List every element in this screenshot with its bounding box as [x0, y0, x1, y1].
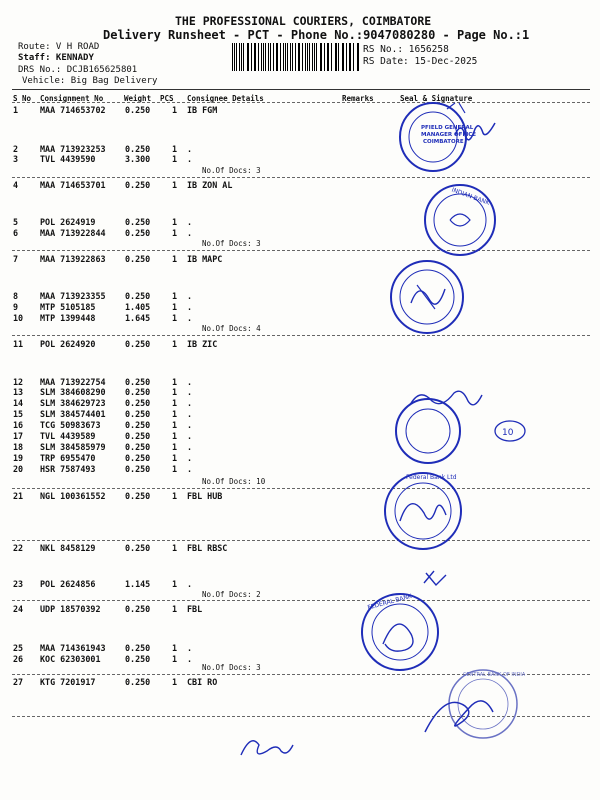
- stamp-ring-text: CENTRAL BANK OF INDIA: [463, 672, 525, 678]
- serial-number: 27: [13, 677, 24, 687]
- consignee-details: .: [187, 154, 193, 164]
- consignment-number: MAA 713923253: [40, 144, 106, 154]
- pcs-value: 1: [172, 339, 178, 349]
- serial-number: 7: [13, 254, 19, 264]
- table-row: [0, 180, 600, 190]
- serial-number: 11: [13, 339, 24, 349]
- consignment-number: MAA 713922863: [40, 254, 106, 264]
- consignee-details: .: [187, 579, 193, 589]
- stamp-ring-text: Federal Bank Ltd: [406, 474, 457, 481]
- pcs-value: 1: [172, 654, 178, 664]
- consignment-number: NGL 100361552: [40, 491, 106, 501]
- serial-number: 2: [13, 144, 19, 154]
- consignee-details: .: [187, 431, 193, 441]
- pcs-value: 1: [172, 579, 178, 589]
- barcode-bar: [261, 43, 262, 71]
- seal-stamp-indian-bank-zic: [390, 385, 540, 475]
- barcode-bar: [270, 43, 271, 71]
- seal-stamp-federal-bank: [378, 465, 478, 555]
- weight-value: 0.250: [125, 105, 151, 115]
- weight-value: 0.250: [125, 144, 151, 154]
- weight-value: 0.250: [125, 180, 151, 190]
- signature-scribble: [235, 725, 315, 765]
- document-title: THE PROFESSIONAL COURIERS, COIMBATORE: [175, 14, 432, 28]
- col-remarks: Remarks: [342, 94, 374, 103]
- consignee-details: IB ZIC: [187, 339, 218, 349]
- weight-value: 0.250: [125, 604, 151, 614]
- weight-value: 1.405: [125, 302, 151, 312]
- table-row: [0, 302, 600, 312]
- barcode-bar: [285, 43, 286, 71]
- consignee-details: .: [187, 228, 193, 238]
- pcs-value: 1: [172, 453, 178, 463]
- weight-value: 3.300: [125, 154, 151, 164]
- weight-value: 1.645: [125, 313, 151, 323]
- pcs-value: 1: [172, 409, 178, 419]
- consignee-details: .: [187, 398, 193, 408]
- weight-value: 0.250: [125, 453, 151, 463]
- pcs-value: 1: [172, 302, 178, 312]
- table-row: [0, 604, 600, 614]
- consignee-details: .: [187, 302, 193, 312]
- weight-value: 0.250: [125, 217, 151, 227]
- stamp-text: MANAGER OFFICE: [421, 132, 477, 138]
- consignee-details: .: [187, 217, 193, 227]
- table-row: [0, 339, 600, 349]
- table-row: [0, 291, 600, 301]
- consignee-details: FBL: [187, 604, 203, 614]
- serial-number: 14: [13, 398, 24, 408]
- pcs-value: 1: [172, 464, 178, 474]
- serial-number: 3: [13, 154, 19, 164]
- seal-stamp-indian-bank-fgm: [385, 95, 505, 185]
- serial-number: 19: [13, 453, 24, 463]
- consignment-number: TVL 4439590: [40, 154, 96, 164]
- consignee-details: .: [187, 387, 193, 397]
- table-row: [0, 313, 600, 323]
- serial-number: 26: [13, 654, 24, 664]
- consignee-details: FBL HUB: [187, 491, 223, 501]
- stamp-text: COIMBATORE: [423, 139, 464, 145]
- doc-count: No.Of Docs: 4: [202, 324, 261, 333]
- stamp-ring-text: INDIAN BANK: [450, 186, 491, 207]
- pcs-value: 1: [172, 228, 178, 238]
- table-row: [0, 144, 600, 154]
- group-separator: [12, 540, 590, 541]
- consignment-number: SLM 384574401: [40, 409, 106, 419]
- serial-number: 18: [13, 442, 24, 452]
- weight-value: 0.250: [125, 643, 151, 653]
- serial-number: 22: [13, 543, 24, 553]
- barcode-bar: [239, 43, 240, 71]
- serial-number: 6: [13, 228, 19, 238]
- weight-value: 0.250: [125, 409, 151, 419]
- doc-count: No.Of Docs: 2: [202, 590, 261, 599]
- barcode-bar: [343, 43, 344, 71]
- weight-value: 0.250: [125, 339, 151, 349]
- consignment-number: MAA 713922844: [40, 228, 106, 238]
- weight-value: 0.250: [125, 677, 151, 687]
- col-pcs: PCS: [160, 94, 174, 103]
- pcs-value: 1: [172, 442, 178, 452]
- consignment-number: UDP 18570392: [40, 604, 101, 614]
- barcode-bar: [247, 43, 248, 71]
- serial-number: 13: [13, 387, 24, 397]
- weight-value: 0.250: [125, 442, 151, 452]
- pcs-value: 1: [172, 217, 178, 227]
- barcode-bar: [268, 43, 269, 71]
- table-row: [0, 643, 600, 653]
- weight-value: 0.250: [125, 654, 151, 664]
- group-separator: [12, 335, 590, 336]
- weight-value: 0.250: [125, 420, 151, 430]
- weight-value: 0.250: [125, 464, 151, 474]
- barcode-bar: [305, 43, 306, 71]
- barcode-bar: [277, 43, 278, 71]
- consignment-number: TVL 4439589: [40, 431, 96, 441]
- barcode-bar: [243, 43, 244, 71]
- consignment-number: MAA 713923355: [40, 291, 106, 301]
- serial-number: 25: [13, 643, 24, 653]
- drs-number: DRS No.: DCJB165625801: [18, 65, 138, 75]
- consignee-details: .: [187, 144, 193, 154]
- col-seal-signature: Seal & Signature: [400, 94, 473, 103]
- weight-value: 0.250: [125, 398, 151, 408]
- seal-stamp-central-bank: [415, 662, 525, 752]
- stamp-text: PFIELD GENERAL: [421, 125, 474, 131]
- weight-value: 0.250: [125, 228, 151, 238]
- col-consignee-details: Consignee Details: [187, 94, 264, 103]
- consignment-number: NKL 8458129: [40, 543, 96, 553]
- barcode-bar: [346, 43, 347, 71]
- seal-stamp-indian-bank-zonal: [420, 180, 500, 260]
- serial-number: 15: [13, 409, 24, 419]
- pcs-value: 1: [172, 154, 178, 164]
- pcs-value: 1: [172, 491, 178, 501]
- table-row: [0, 491, 600, 501]
- consignment-number: SLM 384585979: [40, 442, 106, 452]
- header-top-rule: [12, 89, 590, 90]
- serial-number: 20: [13, 464, 24, 474]
- table-row: [0, 217, 600, 227]
- pcs-value: 1: [172, 377, 178, 387]
- weight-value: 0.250: [125, 254, 151, 264]
- table-row: [0, 543, 600, 553]
- barcode: [232, 43, 360, 71]
- signature-mark: [420, 565, 450, 589]
- rs-date: RS Date: 15-Dec-2025: [363, 56, 478, 67]
- barcode-bar: [320, 43, 321, 71]
- barcode-bar: [336, 43, 337, 71]
- pcs-value: 1: [172, 604, 178, 614]
- group-separator: [12, 488, 590, 489]
- weight-value: 0.250: [125, 543, 151, 553]
- consignee-details: .: [187, 377, 193, 387]
- runsheet-subtitle: Delivery Runsheet - PCT - Phone No.:9047080280 - Page No.:1: [103, 28, 530, 42]
- pcs-value: 1: [172, 144, 178, 154]
- barcode-bar: [312, 43, 313, 71]
- serial-number: 9: [13, 302, 19, 312]
- consignment-number: POL 2624919: [40, 217, 96, 227]
- consignment-number: MAA 714653701: [40, 180, 106, 190]
- consignment-number: KTG 7201917: [40, 677, 96, 687]
- pcs-value: 1: [172, 677, 178, 687]
- col-sno: S No: [13, 94, 32, 103]
- weight-value: 1.145: [125, 579, 151, 589]
- route-label: Route: V H ROAD: [18, 42, 100, 52]
- col-consignment: Consignment No: [40, 94, 104, 103]
- consignee-details: .: [187, 643, 193, 653]
- serial-number: 10: [13, 313, 24, 323]
- consignment-number: POL 2624920: [40, 339, 96, 349]
- serial-number: 23: [13, 579, 24, 589]
- barcode-bar: [292, 43, 293, 71]
- consignment-number: TRP 6955470: [40, 453, 96, 463]
- barcode-bar: [324, 43, 325, 71]
- consignment-number: MTP 1399448: [40, 313, 96, 323]
- consignment-number: SLM 384629723: [40, 398, 106, 408]
- serial-number: 16: [13, 420, 24, 430]
- serial-number: 21: [13, 491, 24, 501]
- doc-count: No.Of Docs: 3: [202, 663, 261, 672]
- consignment-number: MAA 713922754: [40, 377, 106, 387]
- serial-number: 5: [13, 217, 19, 227]
- consignee-details: .: [187, 420, 193, 430]
- consignee-details: .: [187, 313, 193, 323]
- consignee-details: IB ZON AL: [187, 180, 233, 190]
- doc-count: No.Of Docs: 10: [202, 477, 266, 486]
- consignment-number: MAA 714361943: [40, 643, 106, 653]
- pcs-value: 1: [172, 180, 178, 190]
- consignment-number: MTP 5105185: [40, 302, 96, 312]
- barcode-bar: [302, 43, 303, 71]
- consignment-number: TCG 50983673: [40, 420, 101, 430]
- consignee-details: .: [187, 409, 193, 419]
- serial-number: 12: [13, 377, 24, 387]
- consignee-details: .: [187, 654, 193, 664]
- pcs-value: 1: [172, 105, 178, 115]
- consignee-details: .: [187, 464, 193, 474]
- consignment-number: MAA 714653702: [40, 105, 106, 115]
- serial-number: 4: [13, 180, 19, 190]
- consignment-number: HSR 7587493: [40, 464, 96, 474]
- consignee-details: IB MAPC: [187, 254, 223, 264]
- consignment-number: SLM 384608290: [40, 387, 106, 397]
- barcode-bar: [331, 43, 332, 71]
- weight-value: 0.250: [125, 431, 151, 441]
- consignment-number: POL 2624856: [40, 579, 96, 589]
- table-row: [0, 105, 600, 115]
- doc-count: No.Of Docs: 3: [202, 239, 261, 248]
- pcs-value: 1: [172, 543, 178, 553]
- consignee-details: CBI RO: [187, 677, 218, 687]
- consignee-details: FBL RBSC: [187, 543, 228, 553]
- barcode-bar: [232, 43, 233, 71]
- group-separator: [12, 250, 590, 251]
- barcode-bar: [290, 43, 291, 71]
- table-row: [0, 228, 600, 238]
- weight-value: 0.250: [125, 387, 151, 397]
- rs-number: RS No.: 1656258: [363, 44, 449, 55]
- table-row: [0, 154, 600, 164]
- weight-value: 0.250: [125, 491, 151, 501]
- consignee-details: .: [187, 442, 193, 452]
- table-row: [0, 579, 600, 589]
- col-weight: Weight: [124, 94, 152, 103]
- pcs-value: 1: [172, 420, 178, 430]
- consignee-details: IB FGM: [187, 105, 218, 115]
- pcs-value: 1: [172, 431, 178, 441]
- weight-value: 0.250: [125, 377, 151, 387]
- pcs-value: 1: [172, 398, 178, 408]
- table-row: [0, 254, 600, 264]
- serial-number: 8: [13, 291, 19, 301]
- weight-value: 0.250: [125, 291, 151, 301]
- seal-stamp-indian-bank-mapc: [385, 255, 475, 345]
- barcode-bar: [255, 43, 256, 71]
- pcs-value: 1: [172, 643, 178, 653]
- serial-number: 1: [13, 105, 19, 115]
- pcs-value: 1: [172, 387, 178, 397]
- doc-count: No.Of Docs: 3: [202, 166, 261, 175]
- stamp-ring-text: FEDERAL BANK: [366, 592, 413, 612]
- consignment-number: KOC 62303001: [40, 654, 101, 664]
- serial-number: 24: [13, 604, 24, 614]
- serial-number: 17: [13, 431, 24, 441]
- group-separator: [12, 600, 590, 601]
- consignee-details: .: [187, 453, 193, 463]
- pcs-value: 1: [172, 291, 178, 301]
- staff-label: Staff: KENNADY: [18, 53, 94, 63]
- handwritten-doc-count-note: 10: [502, 428, 514, 438]
- pcs-value: 1: [172, 313, 178, 323]
- pcs-value: 1: [172, 254, 178, 264]
- barcode-bar: [353, 43, 354, 71]
- vehicle-label: Vehicle: Big Bag Delivery: [22, 76, 158, 86]
- consignee-details: .: [187, 291, 193, 301]
